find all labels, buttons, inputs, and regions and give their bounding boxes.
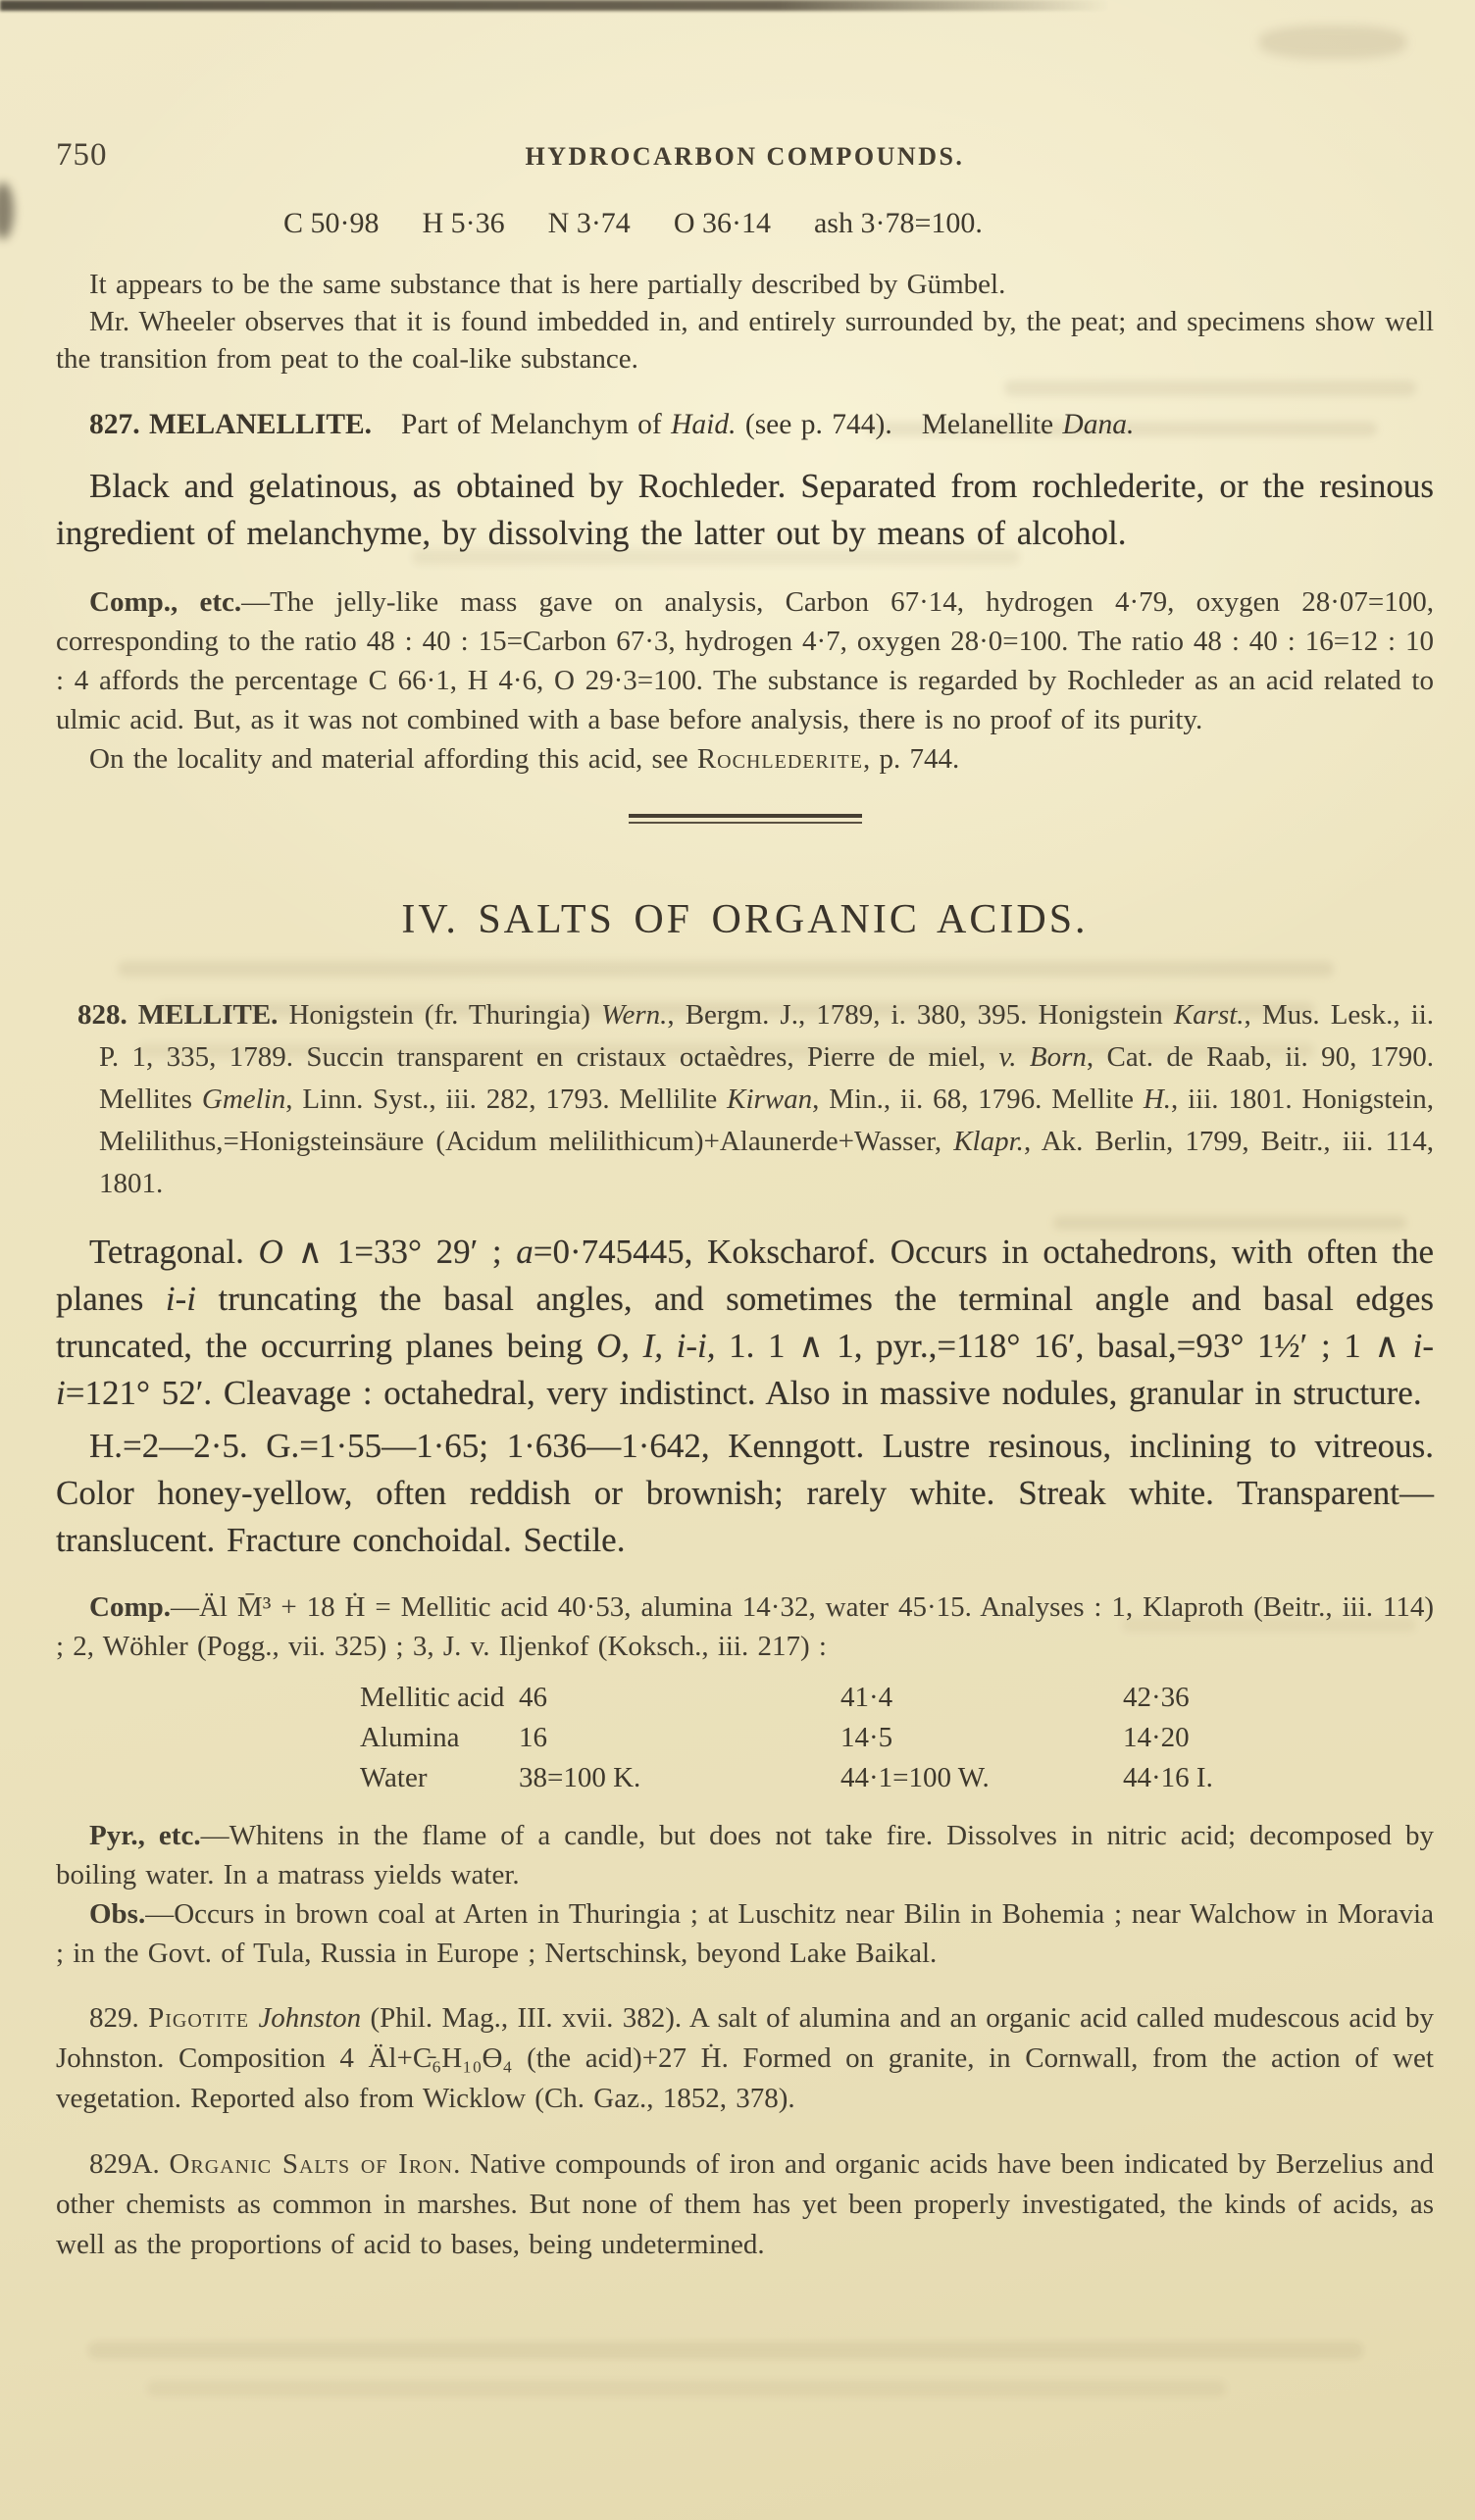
running-head: HYDROCARBON COMPOUNDS. <box>525 142 965 171</box>
melanellite-description: Black and gelatinous, as obtained by Rochleder. Separated from rochlederite, or the resinous ingredient of melanchyme, by dissolving the latter out by means of alcohol. <box>56 467 1434 552</box>
table-cell-label: Mellitic acid <box>360 1682 505 1713</box>
analysis-item-carbon: C 50·98 <box>283 207 380 239</box>
table-cell-analysis-3: 42·36 <box>1123 1682 1190 1713</box>
analysis-item-ash: ash 3·78=100. <box>813 207 983 239</box>
mellite-physical-properties-paragraph: H.=2—2·5. G.=1·55—1·65; 1·636—1·642, Kenngott. Lustre resinous, inclining to vitreous. Color honey-yellow, often reddish or brownish; rarely white. Streak white. Transparent—translucent. Fracture conchoidal. Sectile. <box>56 1427 1434 1559</box>
table-row <box>360 1758 1434 1798</box>
analysis-line <box>56 207 1434 240</box>
table-cell-label: Water <box>360 1762 428 1793</box>
table-cell-analysis-1: 38=100 K. <box>519 1762 641 1793</box>
mellite-comp-paragraph: Comp.—Äl M̄³ + 18 Ḣ = Mellitic acid 40·53, alumina 14·32, water 45·15. Analyses : 1, Klaproth (Beitr., iii. 114) ; 2, Wöhler (Pogg., vii. 325) ; 3, J. v. Iljenkof (Koksch., iii. 217) : <box>56 1591 1434 1662</box>
heading-melanellite: 827. MELANELLITE. Part of Melanchym of Haid. (see p. 744). Melanellite Dana. <box>89 409 1135 440</box>
mellite-obs-paragraph: Obs.—Occurs in brown coal at Arten in Thuringia ; at Luschitz near Bilin in Bohemia ; near Walchow in Moravia ; in the Govt. of Tula, Russia in Europe ; Nertschinsk, beyond Lake Baikal. <box>56 1898 1434 1969</box>
table-cell-analysis-1: 16 <box>519 1722 547 1753</box>
analyses-table <box>360 1678 1434 1798</box>
bleed-through-mark <box>88 2342 1363 2359</box>
table-cell-analysis-1: 46 <box>519 1682 547 1713</box>
pigotite-paragraph: 829. Pigotite Johnston (Phil. Mag., III. xvii. 382). A salt of alumina and an organic acid called mudescous acid by Johnston. Composition 4 Äl+C̵₆H₁₀Ɵ₄ (the acid)+27 Ḣ. Formed on granite, in Cornwall, from the action of wet vegetation. Reported also from Wicklow (Ch. Gaz., 1852, 378). <box>56 2002 1435 2114</box>
table-row <box>360 1718 1434 1758</box>
paragraph-gumbel: It appears to be the same substance that is here partially described by Gümbel. <box>89 269 1006 300</box>
page-content <box>56 0 1434 2265</box>
table-cell-analysis-3: 14·20 <box>1123 1722 1190 1753</box>
table-cell-label: Alumina <box>360 1722 460 1753</box>
table-cell-analysis-3: 44·16 I. <box>1123 1762 1213 1793</box>
section-divider-rule <box>629 814 862 824</box>
table-row <box>360 1678 1434 1718</box>
page-number: 750 <box>56 137 108 173</box>
page-header <box>56 137 1434 174</box>
organic-salts-of-iron-paragraph: 829A. Organic Salts of Iron. Native compounds of iron and organic acids have been indicated by Berzelius and other chemists as common in marshes. But none of them has yet been properly investigated, the kinds of acids, as well as the proportions of acid to bases, being undetermined. <box>56 2148 1434 2260</box>
analysis-item-oxygen: O 36·14 <box>673 207 771 239</box>
bleed-through-mark <box>147 2381 1226 2396</box>
mellite-synonymy-paragraph: 828. MELLITE. Honigstein (fr. Thuringia) Wern., Bergm. J., 1789, i. 380, 395. Honigstein Karst., Mus. Lesk., ii. P. 1, 335, 1789. Succin transparent en cristaux octaèdres, Pierre de miel, v. Born, Cat. de Raab, ii. 90, 1790. Mellites Gmelin, Linn. Syst., iii. 282, 1793. Mellilite Kirwan, Min., ii. 68, 1796. Mellite H., iii. 1801. Honigstein, Melilithus,=Honigsteinsäure (Acidum melilithicum)+Alaunerde+Wasser, Klapr., Ak. Berlin, 1799, Beitr., iii. 114, 1801. <box>77 999 1434 1199</box>
analysis-item-nitrogen: N 3·74 <box>547 207 631 239</box>
section-heading-salts-of-organic-acids: IV. SALTS OF ORGANIC ACIDS. <box>401 897 1089 942</box>
table-cell-analysis-2: 41·4 <box>840 1682 893 1713</box>
table-cell-analysis-2: 44·1=100 W. <box>840 1762 990 1793</box>
paragraph-wheeler: Mr. Wheeler observes that it is found imbedded in, and entirely surrounded by, the peat; and specimens show well the transition from peat to the coal-like substance. <box>56 306 1434 375</box>
analysis-item-hydrogen: H 5·36 <box>422 207 505 239</box>
melanellite-comp-paragraph: Comp., etc.—The jelly-like mass gave on analysis, Carbon 67·14, hydrogen 4·79, oxygen 28·07=100, corresponding to the ratio 48 : 40 : 15=Carbon 67·3, hydrogen 4·7, oxygen 28·0=100. The ratio 48 : 40 : 16=12 : 10 : 4 affords the percentage C 66·1, H 4·6, O 29·3=100. The substance is regarded by Rochleder as an acid related to ulmic acid. But, as it was not combined with a base before analysis, there is no proof of its purity. <box>56 586 1434 735</box>
melanellite-locality-paragraph: On the locality and material affording this acid, see Rochlederite, p. 744. <box>89 743 960 775</box>
table-cell-analysis-2: 14·5 <box>840 1722 893 1753</box>
mellite-pyr-paragraph: Pyr., etc.—Whitens in the flame of a candle, but does not take fire. Dissolves in nitric acid; decomposed by boiling water. In a matrass yields water. <box>56 1820 1434 1890</box>
scan-smudge-artifact <box>0 182 14 239</box>
mellite-crystallography-paragraph: Tetragonal. O ∧ 1=33° 29′ ; a=0·745445, Kokscharof. Occurs in octahedrons, with often the planes i-i truncating the basal angles, and sometimes the terminal angle and basal edges truncated, the occurring planes being O, I, i-i, 1. 1 ∧ 1, pyr.,=118° 16′, basal,=93° 1½′ ; 1 ∧ i-i=121° 52′. Cleavage : octahedral, very indistinct. Also in massive nodules, granular in structure. <box>56 1233 1434 1412</box>
